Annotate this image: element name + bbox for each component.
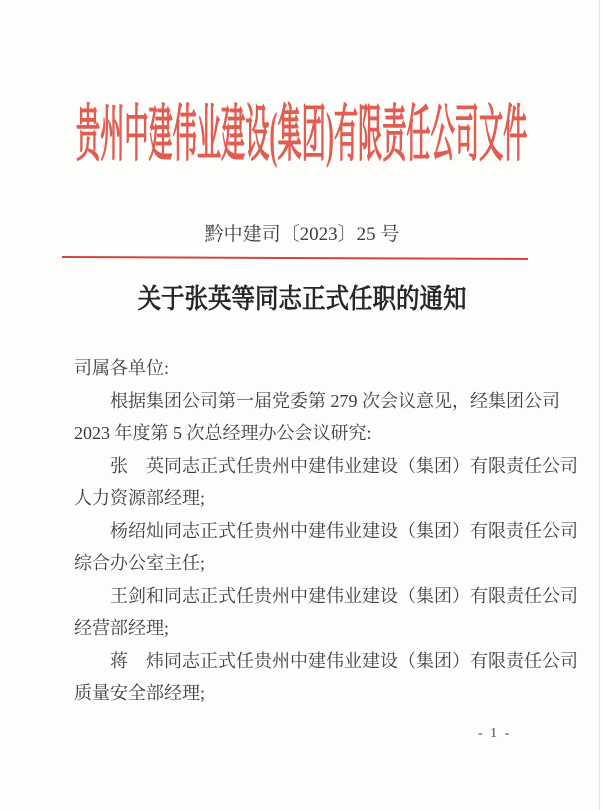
body-line: 经营部经理; xyxy=(74,618,170,638)
page-number: - 1 - xyxy=(478,726,512,741)
document-number: 黔中建司〔2023〕25 号 xyxy=(204,224,400,245)
document-title: 关于张英等同志正式任职的通知 xyxy=(137,284,467,314)
body-line: 根据集团公司第一届党委第 279 次会议意见，经集团公司 xyxy=(110,390,560,411)
body-line: 杨绍灿同志正式任贵州中建伟业建设（集团）有限责任公司 xyxy=(110,520,578,541)
body-line: 王剑和同志正式任贵州中建伟业建设（集团）有限责任公司 xyxy=(110,585,578,606)
letterhead xyxy=(0,100,604,170)
letterhead-title: 贵州中建伟业建设(集团)有限责任公司文件 xyxy=(76,101,528,169)
body-line: 2023 年度第 5 次总经理办公会议研究: xyxy=(74,423,372,443)
body-line: 司属各单位: xyxy=(74,358,170,378)
title-row xyxy=(0,280,604,318)
document-body xyxy=(74,352,578,710)
body-line: 质量安全部经理; xyxy=(74,683,206,703)
red-divider-rule xyxy=(62,256,528,260)
body-line: 人力资源部经理; xyxy=(74,488,206,508)
body-line: 张 英同志正式任贵州中建伟业建设（集团）有限责任公司 xyxy=(110,455,578,476)
body-line: 综合办公室主任; xyxy=(74,553,206,573)
body-line: 蒋 炜同志正式任贵州中建伟业建设（集团）有限责任公司 xyxy=(110,650,578,671)
